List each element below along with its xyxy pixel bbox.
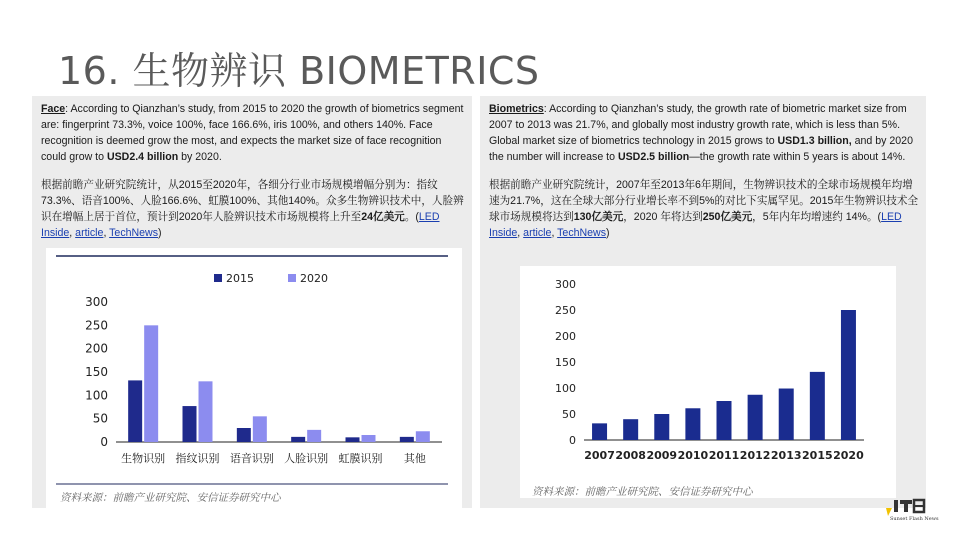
legend-label-2015: 2015 [226,272,254,285]
legend-label-2020: 2020 [300,272,328,285]
bar-2020 [307,430,321,442]
bio-en-bold2: USD2.5 billion [617,151,690,163]
bar-2020 [841,310,856,440]
bio-en-bold1: USD1.3 billion, [777,135,852,147]
market-size-chart [520,266,896,471]
bar-2009 [654,414,669,440]
bio-cn-bold1: 130亿美元 [573,211,624,223]
logo-text: Sunset Flash News [890,516,939,522]
link-led-inside[interactable]: LED Inside [489,211,902,239]
bar-2020 [199,381,213,442]
y-tick-label: 300 [85,295,108,309]
face-cn-bold: 24亿美元 [361,211,405,223]
link-technews[interactable]: TechNews [557,227,607,239]
bio-cn-paragraph: 根据前瞻产业研究院统计，2007年至2013年6年期间，生物辨识技术的全球市场规模年均增速为21.7%，这在全球大部分行业增长率不到5%的对比下实属罕见。2015年生物辨识技术全球市场规模将达到130亿美元，2020 年将达到250亿美元，5年内年均增速约 14%。(LED Inside, article, TechNews) [489,179,919,239]
bar-2012 [748,395,763,440]
legend-swatch-2020 [288,274,296,282]
bio-en-body2: and by 2020 the number will increase to [489,135,913,163]
bar-2011 [717,401,732,440]
bio-cn-body2: ，2020 年将达到 [623,211,703,223]
sunset-flash-logo [882,498,939,524]
bio-cn-body1: 根据前瞻产业研究院统计，2007年至2013年6年期间，生物辨识技术的全球市场规模年均增速为21.7%，这在全球大部分行业增长率不到5%的对比下实属罕见。2015年生物辨识技术全球市场规模将达到 [489,179,919,223]
face-en-body: : According to Qianzhan’s study, from 2015 to 2020 the growth of biometrics segment are: fingerprint 73.3%, voice 100%, face 166.6%, iris 100%, and others 140%. Face recognition is deemed grow the most, and expects the market size of face recognition could grow to [41,103,464,163]
category-label: 2011 [708,449,740,462]
y-tick-label: 0 [100,435,108,449]
category-label: 生物识别 [121,452,166,465]
link-led-inside[interactable]: LED Inside [41,211,440,239]
bar-2015 [346,437,360,442]
bio-cn-bold2: 250亿美元 [702,211,753,223]
bar-2013 [779,389,794,440]
y-tick-label: 250 [85,318,108,333]
bio-cn-tail: ，5年内年均增速约 14%。( [752,211,882,223]
biometrics-chart-box [520,266,896,498]
y-tick-label: 150 [555,356,576,369]
category-label: 语音识别 [229,452,274,465]
biometrics-label: Biometrics [489,103,544,115]
y-tick-label: 150 [85,365,108,379]
category-label: 2010 [677,449,709,462]
y-tick-label: 50 [562,408,576,421]
y-tick-label: 100 [85,388,108,403]
face-cn-close: ) [158,227,162,239]
face-label: Face [41,103,66,115]
face-en-bold: USD2.4 billion [106,151,179,163]
segment-growth-chart [46,248,462,508]
category-label: 2008 [615,449,646,462]
y-tick-label: 50 [92,411,108,426]
y-tick-label: 200 [85,341,108,356]
y-tick-label: 0 [569,434,576,447]
bio-en-paragraph [489,101,919,165]
legend-swatch-2015 [214,274,222,282]
bar-2007 [592,423,607,440]
bar-2015 [128,380,142,442]
category-label: 其他 [403,452,426,465]
bar-2015 [810,372,825,440]
bar-2020 [144,325,158,442]
face-chart-source: 资料来源：前瞻产业研究院、安信证券研究中心 [60,492,281,504]
category-label: 2020 [833,449,864,462]
category-label: 指纹识别 [175,452,220,465]
bar-2015 [183,406,197,442]
face-en-tail: by 2020. [178,151,222,163]
bar-2015 [400,437,414,442]
face-cn-tail: 。( [404,211,419,223]
bar-2015 [291,437,305,442]
bio-cn-close: ) [606,227,610,239]
face-en-paragraph [41,101,466,165]
page-title: 16. 生物辨识 BIOMETRICS [58,49,540,93]
face-chart-box [46,248,462,508]
y-tick-label: 200 [555,330,576,343]
bio-en-tail: —the growth rate within 5 years is about 14%. [689,151,906,163]
category-label: 2015 [802,449,833,462]
y-tick-label: 250 [555,304,576,317]
face-text [41,101,466,241]
category-label: 2007 [584,449,615,462]
biometrics-chart-source: 资料来源：前瞻产业研究院、安信证券研究中心 [532,486,753,498]
link-article[interactable]: article [523,227,552,239]
biometrics-text [489,101,919,241]
bar-2020 [416,431,430,442]
face-cn-paragraph: 根据前瞻产业研究院统计，从2015至2020年，各细分行业市场规模增幅分别为：指纹73.3%、语音100%、人脸166.6%、虹膜100%、其他140%。众多生物辨识技术中，人脸辨识在增幅上居于首位，预计到2020年人脸辨识技术市场规模将上升至24亿美元。(LED Inside, article, TechNews) [41,179,464,239]
category-label: 人脸识别 [284,452,329,465]
category-label: 2012 [739,449,771,462]
face-cn-body: 根据前瞻产业研究院统计，从2015至2020年，各细分行业市场规模增幅分别为：指纹73.3%、语音100%、人脸166.6%、虹膜100%、其他140%。众多生物辨识技术中，人脸辨识在增幅上居于首位，预计到2020年人脸辨识技术市场规模将上升至 [41,179,464,223]
link-technews[interactable]: TechNews [109,227,159,239]
category-label: 2013 [770,449,802,462]
category-label: 2009 [646,449,678,462]
category-label: 虹膜识别 [338,452,383,465]
bar-2020 [362,435,376,442]
bar-2008 [623,419,638,440]
bio-en-body1: : According to Qianzhan’s study, the growth rate of biometric market size from 2007 to 2013 was 21.7%, and globally most industry growth rate, which is less than 5%. Global market size of biometrics technology in 2015 grows to [489,103,907,147]
link-article[interactable]: article [75,227,104,239]
biometrics-panel [480,96,926,508]
y-tick-label: 300 [555,278,576,291]
bar-2010 [685,408,700,440]
y-tick-label: 100 [555,382,576,395]
face-panel [32,96,472,508]
bar-2015 [237,428,251,442]
bar-2020 [253,416,267,442]
